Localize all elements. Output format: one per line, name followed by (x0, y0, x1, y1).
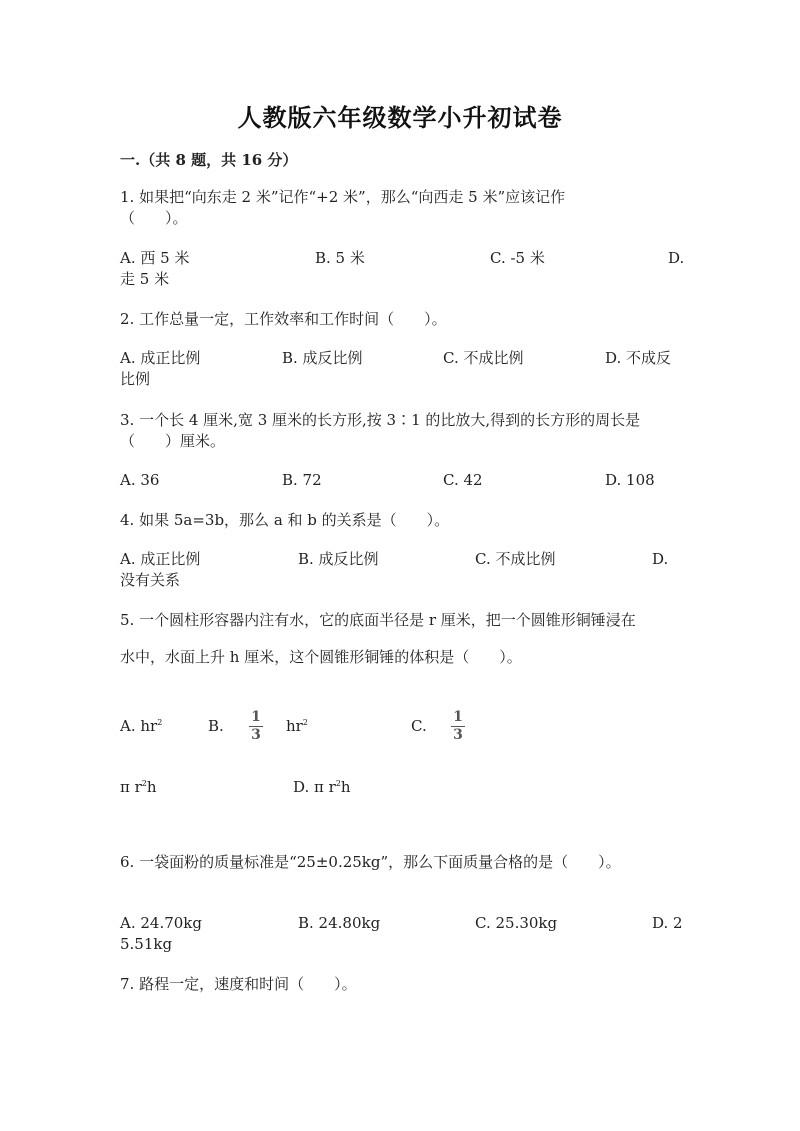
question-2-text: 2. 工作总量一定，工作效率和工作时间（ ）。 (120, 310, 447, 328)
section-heading: 一.（共 8 题，共 16 分） (120, 151, 298, 169)
question-5-option-d: D. π $r^2h$ (293, 778, 351, 796)
question-5-text-cont: 水中，水面上升 h 厘米，这个圆锥形铜锤的体积是（ ）。 (120, 648, 522, 666)
question-4-text: 4. 如果 5a=3b，那么 a 和 b 的关系是（ ）。 (120, 511, 450, 529)
question-2-option-b: B. 成反比例 (282, 349, 363, 367)
question-1-text: 1. 如果把“向东走 2 米”记作“+2 米”，那么“向西走 5 米”应该记作 (120, 188, 566, 206)
question-4-option-d: D. (652, 550, 669, 568)
question-5-text: 5. 一个圆柱形容器内注有水，它的底面半径是 r 厘米，把一个圆锥形铜锤浸在 (120, 611, 636, 629)
question-1-option-d-cont: 走 5 米 (120, 270, 170, 288)
question-2-option-a: A. 成正比例 (120, 349, 201, 367)
fraction-numerator: 1 (453, 709, 463, 725)
question-4-option-a: A. 成正比例 (120, 550, 201, 568)
question-5-option-b-fraction (248, 710, 264, 743)
question-1-option-c: C. -5 米 (490, 249, 545, 267)
question-6-option-d-cont: 5.51kg (120, 935, 173, 953)
question-3-option-a: A. 36 (120, 471, 160, 489)
question-4-option-b: B. 成反比例 (298, 550, 379, 568)
question-6-option-b: B. 24.80kg (298, 914, 381, 932)
question-5-option-a: A. $hr^2$ (120, 717, 163, 735)
question-5-option-b-text: $hr^2$ (286, 717, 308, 735)
question-3-text-cont: （ ）厘米。 (120, 432, 226, 450)
question-1-text-cont: （ ）。 (120, 209, 188, 227)
question-2-option-d-cont: 比例 (120, 370, 151, 388)
question-3-option-d: D. 108 (605, 471, 655, 489)
question-6-option-a: A. 24.70kg (120, 914, 203, 932)
question-4-option-d-cont: 没有关系 (120, 571, 181, 589)
question-2-option-d: D. 不成反 (605, 349, 672, 367)
fraction-denominator: 3 (453, 727, 463, 743)
question-5-option-b-label: B. (208, 717, 224, 735)
question-2-option-c: C. 不成比例 (443, 349, 524, 367)
question-3-option-b: B. 72 (282, 471, 322, 489)
question-1-option-a: A. 西 5 米 (120, 249, 190, 267)
question-1-option-b: B. 5 米 (315, 249, 365, 267)
question-7-text: 7. 路程一定，速度和时间（ ）。 (120, 975, 357, 993)
question-5-option-c-text: π $r^2h$ (120, 778, 157, 796)
question-6-option-c: C. 25.30kg (475, 914, 558, 932)
page-title: 人教版六年级数学小升初试卷 (237, 103, 563, 132)
fraction-numerator: 1 (251, 709, 261, 725)
question-3-option-c: C. 42 (443, 471, 483, 489)
fraction-denominator: 3 (251, 727, 261, 743)
question-3-text: 3. 一个长 4 厘米,宽 3 厘米的长方形,按 3∶1 的比放大,得到的长方形的周长是 (120, 411, 641, 429)
question-1-option-d: D. (668, 249, 685, 267)
question-5-option-c-fraction (450, 710, 466, 743)
question-6-text: 6. 一袋面粉的质量标准是“25±0.25kg”，那么下面质量合格的是（ ）。 (120, 853, 621, 871)
question-4-option-c: C. 不成比例 (475, 550, 556, 568)
question-5-option-c-label: C. (411, 717, 427, 735)
question-6-option-d: D. 2 (652, 914, 683, 932)
